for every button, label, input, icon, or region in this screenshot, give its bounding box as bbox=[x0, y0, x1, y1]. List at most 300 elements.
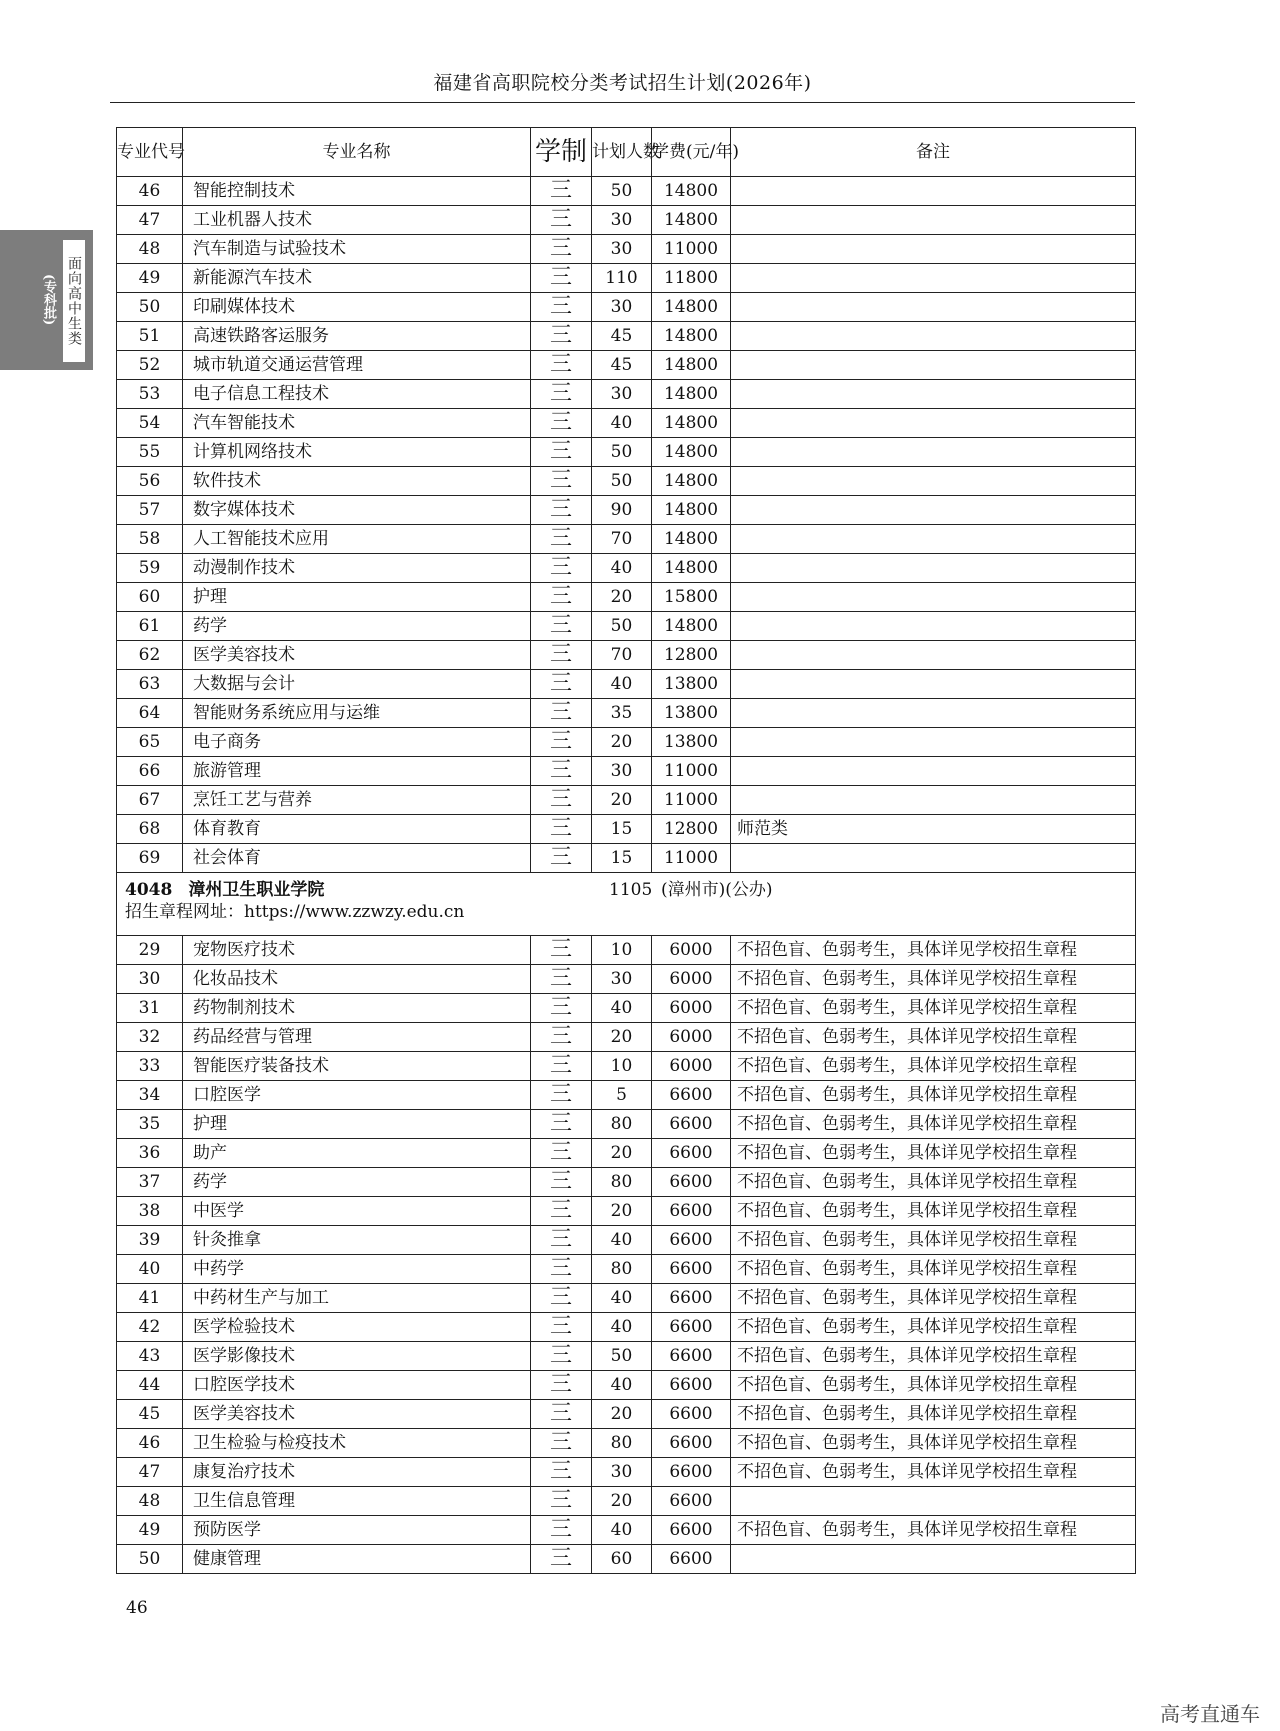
cell-code: 53 bbox=[117, 380, 183, 409]
cell-fee: 6000 bbox=[652, 1052, 731, 1081]
cell-name: 大数据与会计 bbox=[183, 670, 531, 699]
cell-fee: 11000 bbox=[652, 235, 731, 264]
cell-code: 33 bbox=[117, 1052, 183, 1081]
cell-duration: 三 bbox=[531, 936, 592, 965]
cell-count: 30 bbox=[592, 235, 652, 264]
cell-fee: 6600 bbox=[652, 1487, 731, 1516]
school-code: 4048 bbox=[125, 880, 173, 900]
cell-note bbox=[731, 525, 1136, 554]
cell-name: 卫生信息管理 bbox=[183, 1487, 531, 1516]
cell-duration: 三 bbox=[531, 467, 592, 496]
cell-duration: 三 bbox=[531, 322, 592, 351]
cell-count: 20 bbox=[592, 728, 652, 757]
cell-code: 49 bbox=[117, 264, 183, 293]
cell-code: 51 bbox=[117, 322, 183, 351]
table-row bbox=[117, 786, 1136, 815]
cell-name: 药物制剂技术 bbox=[183, 994, 531, 1023]
table-row bbox=[117, 1342, 1136, 1371]
cell-name: 人工智能技术应用 bbox=[183, 525, 531, 554]
cell-code: 43 bbox=[117, 1342, 183, 1371]
table-row bbox=[117, 612, 1136, 641]
cell-fee: 6600 bbox=[652, 1371, 731, 1400]
cell-count: 20 bbox=[592, 1023, 652, 1052]
table-row bbox=[117, 1429, 1136, 1458]
cell-code: 31 bbox=[117, 994, 183, 1023]
cell-code: 67 bbox=[117, 786, 183, 815]
cell-name: 助产 bbox=[183, 1139, 531, 1168]
cell-fee: 14800 bbox=[652, 293, 731, 322]
cell-fee: 6600 bbox=[652, 1284, 731, 1313]
cell-duration: 三 bbox=[531, 554, 592, 583]
cell-count: 45 bbox=[592, 322, 652, 351]
cell-name: 口腔医学技术 bbox=[183, 1371, 531, 1400]
cell-count: 50 bbox=[592, 177, 652, 206]
cell-fee: 6600 bbox=[652, 1110, 731, 1139]
cell-note bbox=[731, 409, 1136, 438]
cell-count: 40 bbox=[592, 1226, 652, 1255]
cell-note bbox=[731, 699, 1136, 728]
cell-code: 30 bbox=[117, 965, 183, 994]
cell-duration: 三 bbox=[531, 844, 592, 873]
table-row bbox=[117, 1139, 1136, 1168]
cell-duration: 三 bbox=[531, 786, 592, 815]
cell-name: 智能财务系统应用与运维 bbox=[183, 699, 531, 728]
table-row bbox=[117, 351, 1136, 380]
cell-duration: 三 bbox=[531, 757, 592, 786]
cell-code: 46 bbox=[117, 1429, 183, 1458]
cell-fee: 13800 bbox=[652, 728, 731, 757]
cell-count: 90 bbox=[592, 496, 652, 525]
table-row bbox=[117, 1052, 1136, 1081]
cell-name: 印刷媒体技术 bbox=[183, 293, 531, 322]
cell-count: 80 bbox=[592, 1168, 652, 1197]
cell-count: 20 bbox=[592, 786, 652, 815]
cell-note bbox=[731, 612, 1136, 641]
cell-duration: 三 bbox=[531, 380, 592, 409]
table-row bbox=[117, 936, 1136, 965]
cell-fee: 6000 bbox=[652, 1023, 731, 1052]
cell-name: 新能源汽车技术 bbox=[183, 264, 531, 293]
cell-code: 57 bbox=[117, 496, 183, 525]
table-row bbox=[117, 206, 1136, 235]
table-row bbox=[117, 965, 1136, 994]
cell-fee: 11800 bbox=[652, 264, 731, 293]
cell-code: 46 bbox=[117, 177, 183, 206]
cell-note: 不招色盲、色弱考生，具体详见学校招生章程 bbox=[731, 994, 1136, 1023]
cell-note bbox=[731, 467, 1136, 496]
cell-note: 不招色盲、色弱考生，具体详见学校招生章程 bbox=[731, 1458, 1136, 1487]
cell-duration: 三 bbox=[531, 206, 592, 235]
cell-count: 50 bbox=[592, 612, 652, 641]
cell-name: 数字媒体技术 bbox=[183, 496, 531, 525]
table-row bbox=[117, 1487, 1136, 1516]
table-row bbox=[117, 1255, 1136, 1284]
table-row bbox=[117, 264, 1136, 293]
cell-duration: 三 bbox=[531, 583, 592, 612]
cell-fee: 6600 bbox=[652, 1168, 731, 1197]
cell-count: 30 bbox=[592, 206, 652, 235]
cell-fee: 13800 bbox=[652, 670, 731, 699]
cell-name: 药学 bbox=[183, 612, 531, 641]
cell-note: 不招色盲、色弱考生，具体详见学校招生章程 bbox=[731, 965, 1136, 994]
cell-fee: 14800 bbox=[652, 177, 731, 206]
table-row bbox=[117, 1458, 1136, 1487]
cell-name: 口腔医学 bbox=[183, 1081, 531, 1110]
cell-note: 不招色盲、色弱考生，具体详见学校招生章程 bbox=[731, 1052, 1136, 1081]
page-title: 福建省高职院校分类考试招生计划(2026年) bbox=[433, 72, 812, 94]
cell-duration: 三 bbox=[531, 815, 592, 844]
cell-duration: 三 bbox=[531, 235, 592, 264]
cell-note bbox=[731, 641, 1136, 670]
cell-duration: 三 bbox=[531, 1371, 592, 1400]
cell-code: 41 bbox=[117, 1284, 183, 1313]
cell-note bbox=[731, 844, 1136, 873]
header-count: 计划人数 bbox=[592, 128, 652, 177]
cell-duration: 三 bbox=[531, 264, 592, 293]
cell-code: 62 bbox=[117, 641, 183, 670]
cell-count: 15 bbox=[592, 815, 652, 844]
cell-duration: 三 bbox=[531, 1429, 592, 1458]
cell-note bbox=[731, 554, 1136, 583]
cell-count: 40 bbox=[592, 670, 652, 699]
watermark: 高考直通车 bbox=[1160, 1702, 1260, 1726]
table-row bbox=[117, 1168, 1136, 1197]
table-row bbox=[117, 1197, 1136, 1226]
cell-code: 54 bbox=[117, 409, 183, 438]
cell-name: 药学 bbox=[183, 1168, 531, 1197]
cell-count: 50 bbox=[592, 1342, 652, 1371]
cell-fee: 6600 bbox=[652, 1342, 731, 1371]
cell-count: 110 bbox=[592, 264, 652, 293]
table-body-a bbox=[117, 177, 1136, 873]
cell-note: 不招色盲、色弱考生，具体详见学校招生章程 bbox=[731, 1023, 1136, 1052]
cell-code: 37 bbox=[117, 1168, 183, 1197]
cell-count: 60 bbox=[592, 1545, 652, 1574]
header-fee: 学费(元/年) bbox=[652, 128, 731, 177]
cell-code: 38 bbox=[117, 1197, 183, 1226]
cell-name: 医学检验技术 bbox=[183, 1313, 531, 1342]
cell-duration: 三 bbox=[531, 612, 592, 641]
cell-note: 不招色盲、色弱考生，具体详见学校招生章程 bbox=[731, 1081, 1136, 1110]
cell-code: 48 bbox=[117, 1487, 183, 1516]
cell-fee: 14800 bbox=[652, 554, 731, 583]
cell-name: 城市轨道交通运营管理 bbox=[183, 351, 531, 380]
cell-note bbox=[731, 438, 1136, 467]
cell-count: 30 bbox=[592, 965, 652, 994]
table-row bbox=[117, 496, 1136, 525]
cell-code: 48 bbox=[117, 235, 183, 264]
cell-count: 70 bbox=[592, 641, 652, 670]
cell-note: 不招色盲、色弱考生，具体详见学校招生章程 bbox=[731, 1226, 1136, 1255]
cell-name: 计算机网络技术 bbox=[183, 438, 531, 467]
cell-name: 社会体育 bbox=[183, 844, 531, 873]
cell-code: 36 bbox=[117, 1139, 183, 1168]
table-row bbox=[117, 641, 1136, 670]
cell-duration: 三 bbox=[531, 699, 592, 728]
enrollment-table bbox=[116, 127, 1136, 1574]
cell-fee: 14800 bbox=[652, 496, 731, 525]
table-row bbox=[117, 322, 1136, 351]
cell-duration: 三 bbox=[531, 525, 592, 554]
cell-note bbox=[731, 786, 1136, 815]
table-row bbox=[117, 293, 1136, 322]
cell-note: 不招色盲、色弱考生，具体详见学校招生章程 bbox=[731, 936, 1136, 965]
cell-code: 34 bbox=[117, 1081, 183, 1110]
cell-code: 61 bbox=[117, 612, 183, 641]
cell-name: 医学美容技术 bbox=[183, 641, 531, 670]
cell-duration: 三 bbox=[531, 1110, 592, 1139]
table-row bbox=[117, 699, 1136, 728]
cell-note bbox=[731, 235, 1136, 264]
cell-note bbox=[731, 206, 1136, 235]
cell-count: 20 bbox=[592, 1400, 652, 1429]
cell-code: 59 bbox=[117, 554, 183, 583]
table-row bbox=[117, 670, 1136, 699]
cell-fee: 14800 bbox=[652, 351, 731, 380]
table-row bbox=[117, 1313, 1136, 1342]
cell-count: 70 bbox=[592, 525, 652, 554]
cell-code: 60 bbox=[117, 583, 183, 612]
cell-name: 旅游管理 bbox=[183, 757, 531, 786]
cell-code: 55 bbox=[117, 438, 183, 467]
cell-count: 50 bbox=[592, 467, 652, 496]
cell-count: 80 bbox=[592, 1429, 652, 1458]
cell-name: 烹饪工艺与营养 bbox=[183, 786, 531, 815]
cell-code: 47 bbox=[117, 1458, 183, 1487]
cell-name: 中药材生产与加工 bbox=[183, 1284, 531, 1313]
cell-count: 20 bbox=[592, 583, 652, 612]
cell-note bbox=[731, 322, 1136, 351]
cell-note: 不招色盲、色弱考生，具体详见学校招生章程 bbox=[731, 1400, 1136, 1429]
cell-duration: 三 bbox=[531, 1226, 592, 1255]
cell-count: 20 bbox=[592, 1197, 652, 1226]
cell-note bbox=[731, 583, 1136, 612]
cell-note bbox=[731, 293, 1136, 322]
cell-duration: 三 bbox=[531, 351, 592, 380]
cell-name: 宠物医疗技术 bbox=[183, 936, 531, 965]
cell-note: 不招色盲、色弱考生，具体详见学校招生章程 bbox=[731, 1168, 1136, 1197]
cell-fee: 15800 bbox=[652, 583, 731, 612]
table-row bbox=[117, 757, 1136, 786]
table-row bbox=[117, 583, 1136, 612]
header-rule bbox=[110, 102, 1135, 103]
cell-fee: 6600 bbox=[652, 1313, 731, 1342]
cell-count: 30 bbox=[592, 380, 652, 409]
table-body-b bbox=[117, 936, 1136, 1574]
cell-duration: 三 bbox=[531, 1487, 592, 1516]
cell-note: 不招色盲、色弱考生，具体详见学校招生章程 bbox=[731, 1197, 1136, 1226]
table-row bbox=[117, 177, 1136, 206]
cell-fee: 6600 bbox=[652, 1458, 731, 1487]
cell-code: 68 bbox=[117, 815, 183, 844]
cell-note bbox=[731, 1545, 1136, 1574]
school-name: 漳州卫生职业学院 bbox=[188, 880, 325, 900]
cell-name: 汽车制造与试验技术 bbox=[183, 235, 531, 264]
cell-count: 80 bbox=[592, 1110, 652, 1139]
cell-note: 师范类 bbox=[731, 815, 1136, 844]
cell-name: 医学影像技术 bbox=[183, 1342, 531, 1371]
cell-code: 45 bbox=[117, 1400, 183, 1429]
cell-duration: 三 bbox=[531, 1342, 592, 1371]
school-location: (漳州市)(公办) bbox=[661, 880, 773, 900]
cell-fee: 11000 bbox=[652, 757, 731, 786]
cell-note bbox=[731, 380, 1136, 409]
cell-fee: 6600 bbox=[652, 1255, 731, 1284]
cell-fee: 6000 bbox=[652, 936, 731, 965]
cell-count: 15 bbox=[592, 844, 652, 873]
table-row bbox=[117, 1545, 1136, 1574]
cell-fee: 6000 bbox=[652, 965, 731, 994]
cell-count: 40 bbox=[592, 1284, 652, 1313]
cell-note bbox=[731, 496, 1136, 525]
cell-code: 39 bbox=[117, 1226, 183, 1255]
cell-duration: 三 bbox=[531, 409, 592, 438]
cell-code: 32 bbox=[117, 1023, 183, 1052]
cell-note: 不招色盲、色弱考生，具体详见学校招生章程 bbox=[731, 1110, 1136, 1139]
cell-fee: 6600 bbox=[652, 1226, 731, 1255]
table-row bbox=[117, 1110, 1136, 1139]
table-row bbox=[117, 1284, 1136, 1313]
cell-duration: 三 bbox=[531, 641, 592, 670]
table-row bbox=[117, 728, 1136, 757]
cell-name: 预防医学 bbox=[183, 1516, 531, 1545]
cell-fee: 14800 bbox=[652, 322, 731, 351]
cell-name: 软件技术 bbox=[183, 467, 531, 496]
cell-name: 健康管理 bbox=[183, 1545, 531, 1574]
table-row bbox=[117, 467, 1136, 496]
cell-fee: 12800 bbox=[652, 641, 731, 670]
cell-duration: 三 bbox=[531, 1052, 592, 1081]
cell-duration: 三 bbox=[531, 1139, 592, 1168]
cell-count: 10 bbox=[592, 936, 652, 965]
cell-note: 不招色盲、色弱考生，具体详见学校招生章程 bbox=[731, 1255, 1136, 1284]
school-url[interactable]: 招生章程网址：https://www.zzwzy.edu.cn bbox=[125, 902, 465, 922]
cell-fee: 6600 bbox=[652, 1139, 731, 1168]
cell-fee: 14800 bbox=[652, 380, 731, 409]
table-row bbox=[117, 1516, 1136, 1545]
cell-name: 化妆品技术 bbox=[183, 965, 531, 994]
cell-fee: 12800 bbox=[652, 815, 731, 844]
school-count: 1105 bbox=[609, 880, 653, 900]
cell-name: 智能医疗装备技术 bbox=[183, 1052, 531, 1081]
cell-duration: 三 bbox=[531, 1168, 592, 1197]
cell-count: 30 bbox=[592, 1458, 652, 1487]
cell-fee: 14800 bbox=[652, 438, 731, 467]
school-section bbox=[117, 873, 1136, 936]
table-row bbox=[117, 438, 1136, 467]
cell-fee: 6600 bbox=[652, 1081, 731, 1110]
cell-name: 电子信息工程技术 bbox=[183, 380, 531, 409]
school-cell bbox=[117, 873, 1136, 936]
side-tab bbox=[0, 230, 93, 370]
cell-fee: 11000 bbox=[652, 786, 731, 815]
cell-count: 10 bbox=[592, 1052, 652, 1081]
cell-name: 护理 bbox=[183, 583, 531, 612]
cell-count: 50 bbox=[592, 438, 652, 467]
cell-duration: 三 bbox=[531, 1284, 592, 1313]
cell-fee: 6600 bbox=[652, 1516, 731, 1545]
cell-note: 不招色盲、色弱考生，具体详见学校招生章程 bbox=[731, 1342, 1136, 1371]
header-duration: 学制 bbox=[531, 128, 592, 177]
cell-note bbox=[731, 670, 1136, 699]
cell-name: 动漫制作技术 bbox=[183, 554, 531, 583]
cell-count: 35 bbox=[592, 699, 652, 728]
cell-duration: 三 bbox=[531, 994, 592, 1023]
cell-fee: 6600 bbox=[652, 1197, 731, 1226]
cell-name: 卫生检验与检疫技术 bbox=[183, 1429, 531, 1458]
cell-note bbox=[731, 177, 1136, 206]
cell-count: 30 bbox=[592, 757, 652, 786]
cell-note: 不招色盲、色弱考生，具体详见学校招生章程 bbox=[731, 1139, 1136, 1168]
cell-code: 40 bbox=[117, 1255, 183, 1284]
cell-duration: 三 bbox=[531, 1458, 592, 1487]
cell-name: 中药学 bbox=[183, 1255, 531, 1284]
cell-name: 康复治疗技术 bbox=[183, 1458, 531, 1487]
school-row bbox=[117, 873, 1136, 936]
table-header-row bbox=[117, 128, 1136, 177]
cell-count: 20 bbox=[592, 1487, 652, 1516]
cell-code: 52 bbox=[117, 351, 183, 380]
cell-code: 29 bbox=[117, 936, 183, 965]
side-tab-batch: (专科批) bbox=[41, 273, 56, 326]
cell-code: 65 bbox=[117, 728, 183, 757]
cell-note: 不招色盲、色弱考生，具体详见学校招生章程 bbox=[731, 1516, 1136, 1545]
cell-duration: 三 bbox=[531, 293, 592, 322]
cell-fee: 14800 bbox=[652, 206, 731, 235]
cell-name: 中医学 bbox=[183, 1197, 531, 1226]
cell-duration: 三 bbox=[531, 496, 592, 525]
cell-count: 20 bbox=[592, 1139, 652, 1168]
cell-duration: 三 bbox=[531, 177, 592, 206]
table-row bbox=[117, 844, 1136, 873]
cell-duration: 三 bbox=[531, 1197, 592, 1226]
cell-code: 58 bbox=[117, 525, 183, 554]
cell-duration: 三 bbox=[531, 670, 592, 699]
cell-count: 40 bbox=[592, 1371, 652, 1400]
table-row bbox=[117, 409, 1136, 438]
cell-code: 63 bbox=[117, 670, 183, 699]
cell-name: 汽车智能技术 bbox=[183, 409, 531, 438]
cell-count: 40 bbox=[592, 1516, 652, 1545]
cell-fee: 6600 bbox=[652, 1429, 731, 1458]
cell-code: 44 bbox=[117, 1371, 183, 1400]
cell-fee: 6000 bbox=[652, 994, 731, 1023]
cell-code: 35 bbox=[117, 1110, 183, 1139]
cell-note bbox=[731, 351, 1136, 380]
cell-name: 药品经营与管理 bbox=[183, 1023, 531, 1052]
table-row bbox=[117, 1023, 1136, 1052]
cell-name: 针灸推拿 bbox=[183, 1226, 531, 1255]
page-number: 46 bbox=[126, 1598, 148, 1618]
cell-code: 49 bbox=[117, 1516, 183, 1545]
cell-fee: 13800 bbox=[652, 699, 731, 728]
cell-code: 50 bbox=[117, 1545, 183, 1574]
cell-name: 智能控制技术 bbox=[183, 177, 531, 206]
cell-note: 不招色盲、色弱考生，具体详见学校招生章程 bbox=[731, 1284, 1136, 1313]
cell-name: 高速铁路客运服务 bbox=[183, 322, 531, 351]
cell-fee: 14800 bbox=[652, 467, 731, 496]
cell-duration: 三 bbox=[531, 1255, 592, 1284]
cell-code: 69 bbox=[117, 844, 183, 873]
cell-duration: 三 bbox=[531, 1313, 592, 1342]
cell-code: 64 bbox=[117, 699, 183, 728]
table-row bbox=[117, 994, 1136, 1023]
cell-count: 40 bbox=[592, 1313, 652, 1342]
table-row bbox=[117, 1226, 1136, 1255]
cell-count: 40 bbox=[592, 409, 652, 438]
cell-fee: 6600 bbox=[652, 1400, 731, 1429]
cell-count: 5 bbox=[592, 1081, 652, 1110]
